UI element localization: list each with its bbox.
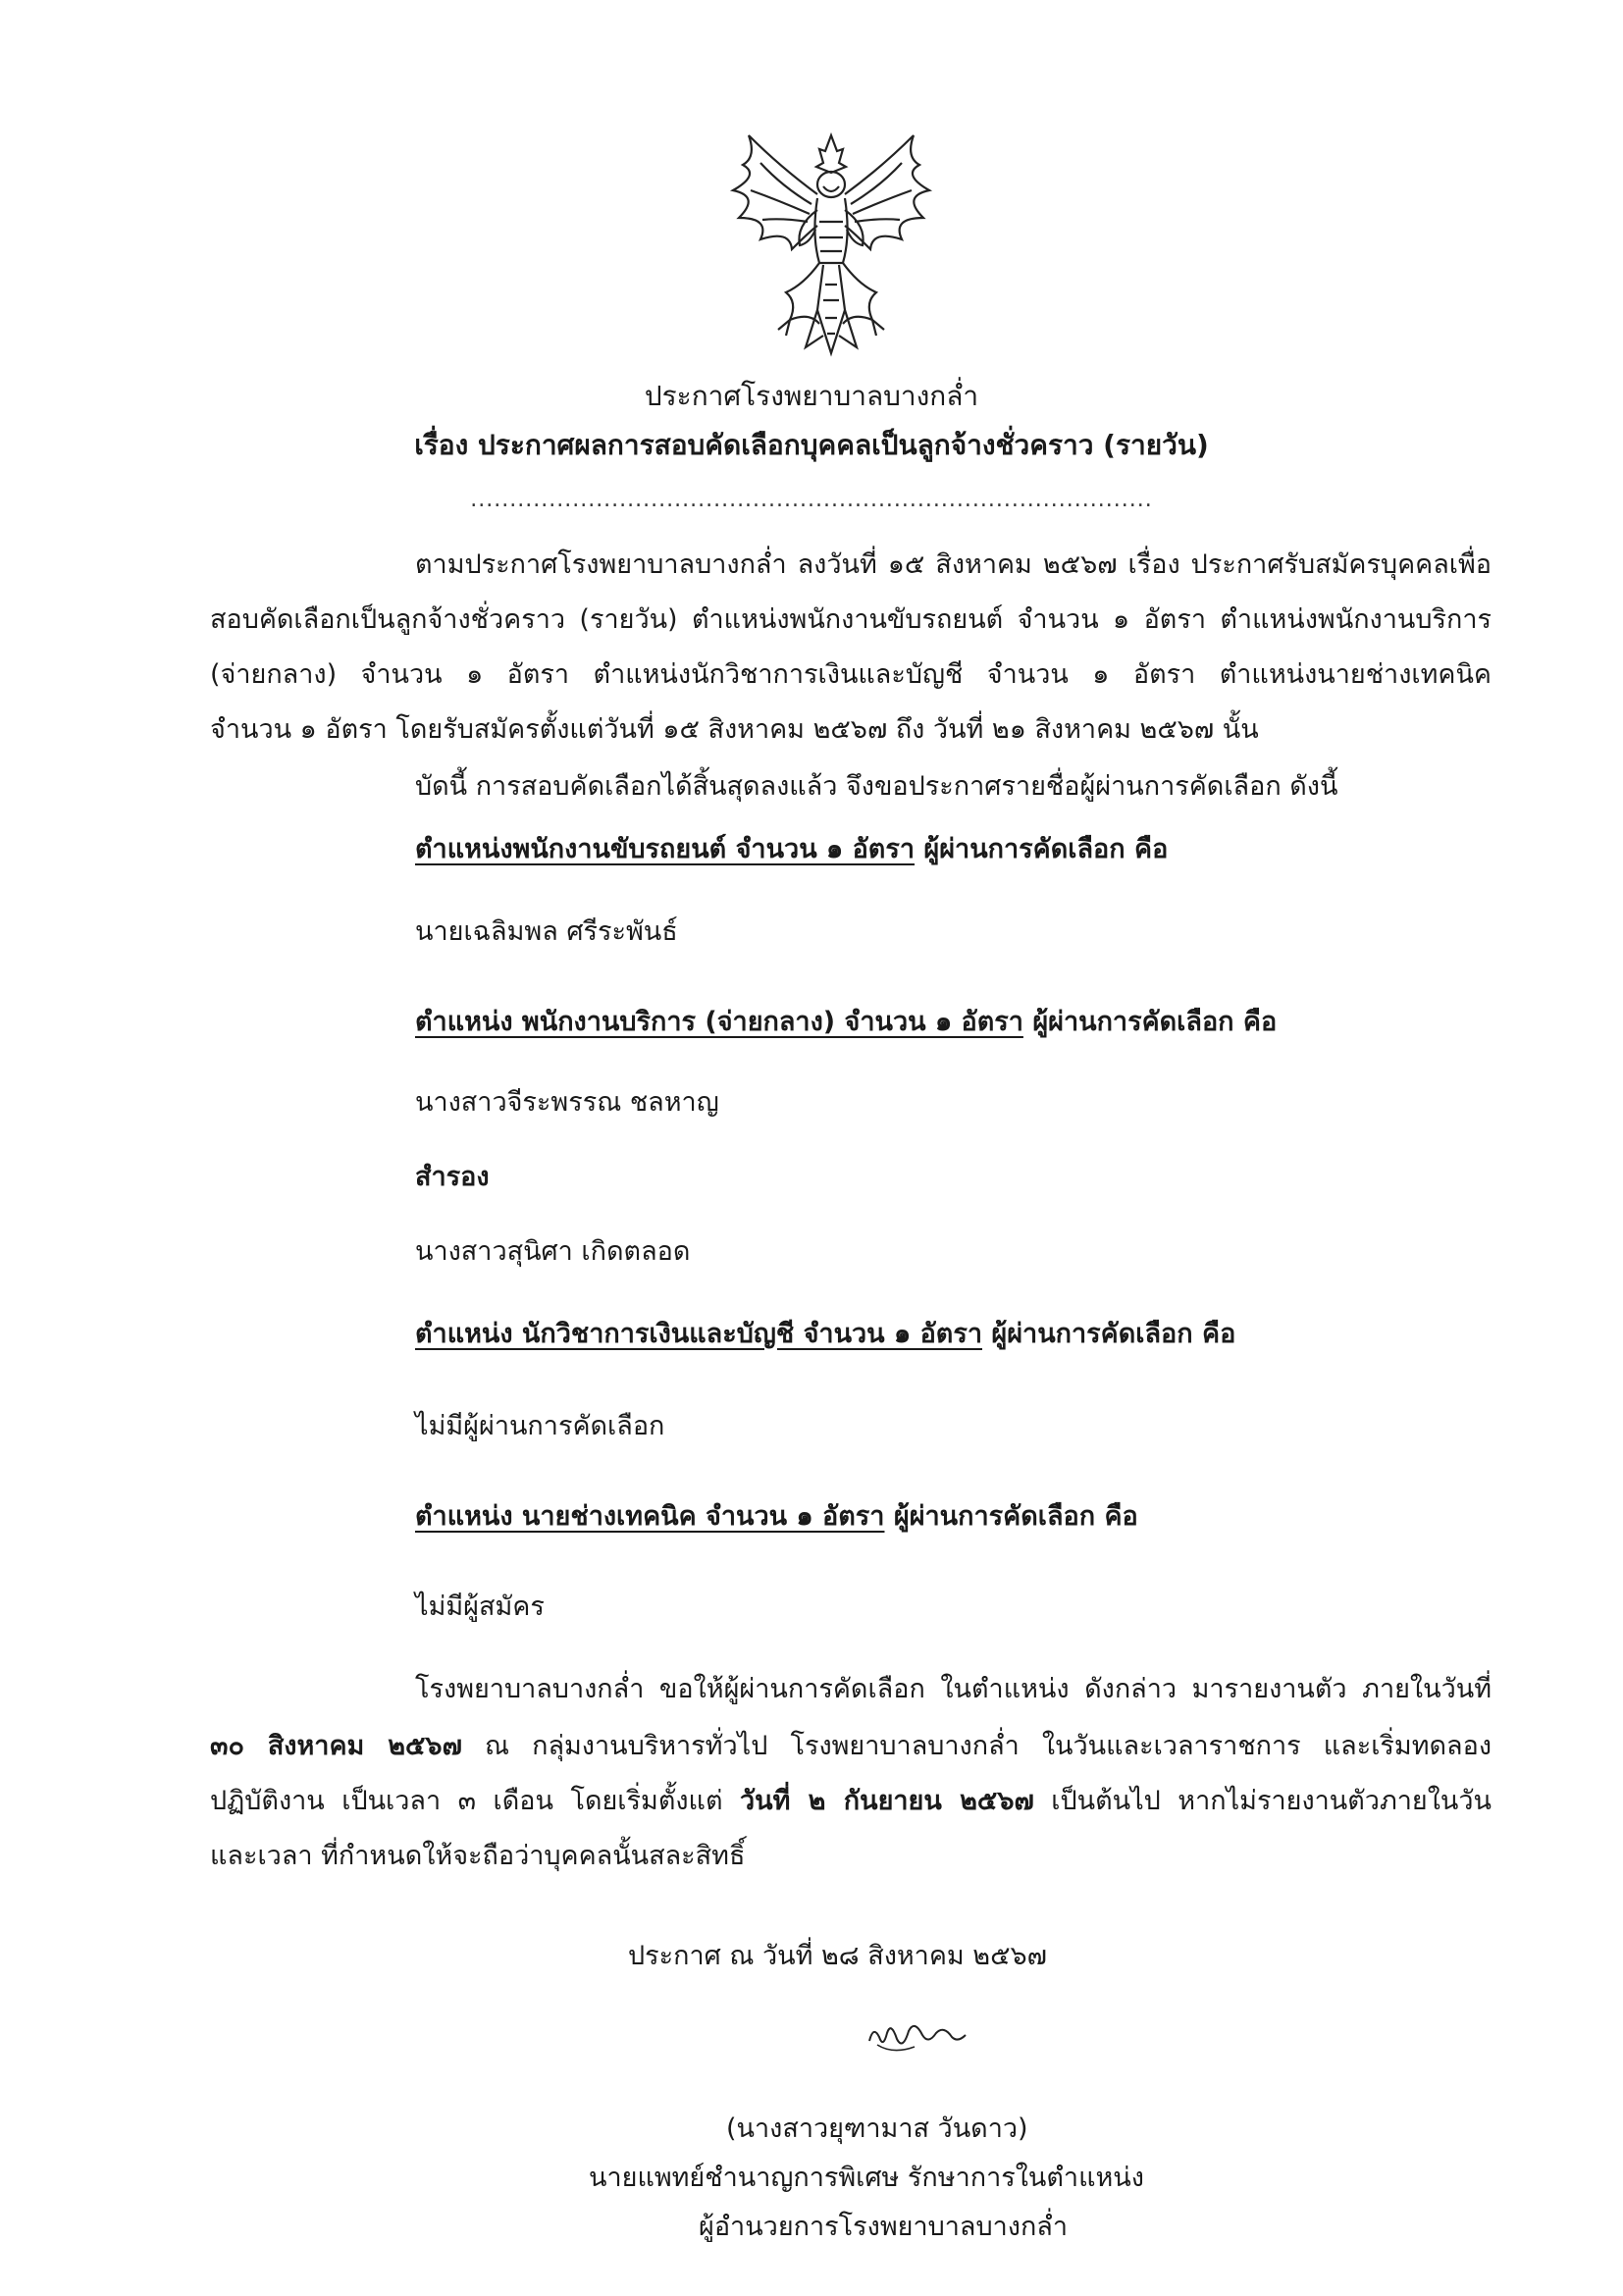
position-heading-finance bbox=[415, 1315, 1235, 1354]
announcement-subject: เรื่อง ประกาศผลการสอบคัดเลือกบุคคลเป็นลูกจ้างชั่วคราว (รายวัน) bbox=[414, 429, 1209, 461]
garuda-emblem-icon bbox=[721, 128, 942, 363]
closing-line-1: โรงพยาบาลบางกล่ำ ขอให้ผู้ผ่านการคัดเลือก ในตำแหน่ง ดังกล่าว มารายงานตัว ภายในวันที่ bbox=[415, 1674, 1492, 1704]
handwritten-signature-icon bbox=[864, 2011, 971, 2061]
position-result-finance: ไม่มีผู้ผ่านการคัดเลือก bbox=[415, 1411, 665, 1441]
position-title: ตำแหน่ง นายช่างเทคนิค จำนวน ๑ อัตรา bbox=[415, 1501, 885, 1532]
announcement-date: ประกาศ ณ วันที่ ๒๘ สิงหาคม ๒๕๖๗ bbox=[628, 1941, 1047, 1971]
position-title: ตำแหน่ง พนักงานบริการ (จ่ายกลาง) จำนวน ๑ อัตรา bbox=[415, 1007, 1023, 1037]
intro-line-4: จำนวน ๑ อัตรา โดยรับสมัครตั้งแต่วันที่ ๑๕ สิงหาคม ๒๕๖๗ ถึง วันที่ ๒๑ สิงหาคม ๒๕๖๗ นั้น bbox=[210, 714, 1259, 745]
closing-line-3 bbox=[210, 1782, 1492, 1821]
position-suffix: ผู้ผ่านการคัดเลือก คือ bbox=[915, 834, 1169, 864]
report-deadline: ๓๐ สิงหาคม ๒๕๖๗ bbox=[210, 1731, 462, 1761]
intro-line-1: ตามประกาศโรงพยาบาลบางกล่ำ ลงวันที่ ๑๕ สิงหาคม ๒๕๖๗ เรื่อง ประกาศรับสมัครบุคคลเพื่อ bbox=[415, 549, 1492, 580]
closing-line-2-text: ณ กลุ่มงานบริหารทั่วไป โรงพยาบาลบางกล่ำ ในวันและเวลาราชการ และเริ่มทดลอง bbox=[461, 1731, 1492, 1761]
position-heading-driver bbox=[415, 830, 1168, 869]
reserve-label: สำรอง bbox=[415, 1162, 490, 1192]
position-suffix: ผู้ผ่านการคัดเลือก คือ bbox=[1022, 1007, 1278, 1037]
closing-line-3-text-a: ปฏิบัติงาน เป็นเวลา ๓ เดือน โดยเริ่มตั้งแต่ bbox=[210, 1786, 740, 1816]
position-heading-technician bbox=[415, 1497, 1138, 1537]
signer-title-2: ผู้อำนวยการโรงพยาบาลบางกล่ำ bbox=[699, 2212, 1068, 2242]
position-suffix: ผู้ผ่านการคัดเลือก คือ bbox=[982, 1319, 1236, 1349]
position-heading-service bbox=[415, 1003, 1277, 1042]
position-result-technician: ไม่มีผู้สมัคร bbox=[415, 1592, 545, 1622]
statement: บัดนี้ การสอบคัดเลือกได้สิ้นสุดลงแล้ว จึงขอประกาศรายชื่อผู้ผ่านการคัดเลือก ดังนี้ bbox=[415, 771, 1338, 802]
title-divider: ....................................................................................... bbox=[470, 488, 1153, 512]
closing-line-4: และเวลา ที่กำหนดให้จะถือว่าบุคคลนั้นสละสิทธิ์ bbox=[210, 1841, 746, 1871]
position-suffix: ผู้ผ่านการคัดเลือก คือ bbox=[884, 1501, 1138, 1532]
reserve-name: นางสาวสุนิศา เกิดตลอด bbox=[415, 1236, 691, 1267]
position-result-driver: นายเฉลิมพล ศรีระพันธ์ bbox=[415, 916, 678, 947]
position-title: ตำแหน่งพนักงานขับรถยนต์ จำนวน ๑ อัตรา bbox=[415, 834, 916, 864]
intro-line-3: (จ่ายกลาง) จำนวน ๑ อัตรา ตำแหน่งนักวิชาการเงินและบัญชี จำนวน ๑ อัตรา ตำแหน่งนายช่างเทคนิค bbox=[210, 659, 1492, 690]
position-title: ตำแหน่ง นักวิชาการเงินและบัญชี จำนวน ๑ อัตรา bbox=[415, 1319, 982, 1349]
signer-name: (นางสาวยุฑามาส วันดาว) bbox=[726, 2113, 1028, 2144]
start-date: วันที่ ๒ กันยายน ๒๕๖๗ bbox=[739, 1786, 1034, 1816]
signer-title-1: นายแพทย์ชำนาญการพิเศษ รักษาการในตำแหน่ง bbox=[589, 2163, 1144, 2193]
closing-line-3-text-b: เป็นต้นไป หากไม่รายงานตัวภายในวัน bbox=[1033, 1786, 1492, 1816]
intro-line-2: สอบคัดเลือกเป็นลูกจ้างชั่วคราว (รายวัน) ตำแหน่งพนักงานขับรถยนต์ จำนวน ๑ อัตรา ตำแหน่งพนักงานบริการ bbox=[210, 604, 1492, 635]
announcement-title: ประกาศโรงพยาบาลบางกล่ำ bbox=[644, 380, 979, 412]
position-result-service: นางสาวจีระพรรณ ชลหาญ bbox=[415, 1087, 719, 1118]
closing-line-2 bbox=[210, 1727, 1492, 1766]
